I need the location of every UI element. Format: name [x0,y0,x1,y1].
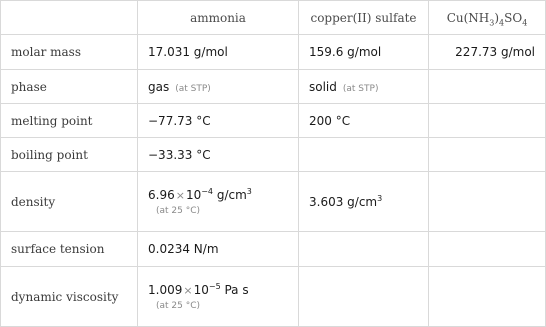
cell-copper-sulfate [299,172,429,232]
cell-ammonia: −77.73 °C [138,104,299,138]
cell-ammonia [138,172,299,232]
formula-subscript: 4 [499,17,505,27]
phase-value: gas [148,79,170,94]
condition-note: (at STP) [342,83,379,94]
row-label: melting point [1,104,138,138]
row-label: density [1,172,138,232]
viscosity-exponent: −5 [208,281,221,291]
cell-complex [429,138,546,172]
table-row-phase [1,70,546,104]
times-sign: × [183,283,193,297]
table-row-surface-tension [1,232,546,267]
cell-complex [429,70,546,104]
corner-cell [1,1,138,35]
row-label: phase [1,70,138,104]
cell-copper-sulfate [299,70,429,104]
condition-note: (at 25 °C) [156,300,201,311]
row-label: surface tension [1,232,138,267]
table-row-density [1,172,546,232]
table-row-dynamic-viscosity [1,267,546,327]
viscosity-base: 10 [193,282,209,297]
cell-complex [429,267,546,327]
cell-ammonia [138,267,299,327]
density-value: 3.603 g/cm [309,194,378,209]
column-header-complex [429,1,546,35]
cell-complex [429,104,546,138]
formula-part: SO [504,10,523,25]
viscosity-unit: Pa s [224,282,249,297]
formula-part: ) [494,10,500,25]
column-header-copper-sulfate: copper(II) sulfate [299,1,429,35]
row-label: dynamic viscosity [1,267,138,327]
phase-value: solid [309,79,337,94]
formula-subscript: 4 [522,17,528,27]
cell-ammonia: 0.0234 N/m [138,232,299,267]
density-exponent: −4 [201,186,214,196]
row-label: molar mass [1,35,138,70]
cell-copper-sulfate [299,232,429,267]
cell-copper-sulfate [299,138,429,172]
formula-subscript: 3 [489,17,495,27]
table-row-molar-mass [1,35,546,70]
cell-ammonia: −33.33 °C [138,138,299,172]
density-unit: g/cm [216,187,247,202]
cell-complex: 227.73 g/mol [429,35,546,70]
formula-part: Cu(NH [446,10,490,25]
cell-complex [429,232,546,267]
header-row [1,1,546,35]
unit-exponent: 3 [246,186,252,196]
density-base: 10 [185,187,202,202]
cell-complex [429,172,546,232]
condition-note: (at 25 °C) [156,205,201,216]
cell-ammonia [138,70,299,104]
cell-copper-sulfate: 159.6 g/mol [299,35,429,70]
table-row-melting-point [1,104,546,138]
cell-copper-sulfate: 200 °C [299,104,429,138]
times-sign: × [175,188,185,202]
column-header-ammonia: ammonia [138,1,299,35]
viscosity-mantissa: 1.009 [148,282,183,297]
row-label: boiling point [1,138,138,172]
cell-ammonia: 17.031 g/mol [138,35,299,70]
table-row-boiling-point [1,138,546,172]
density-mantissa: 6.96 [148,187,175,202]
cell-copper-sulfate [299,267,429,327]
condition-note: (at STP) [175,83,211,94]
unit-exponent: 3 [377,193,383,203]
